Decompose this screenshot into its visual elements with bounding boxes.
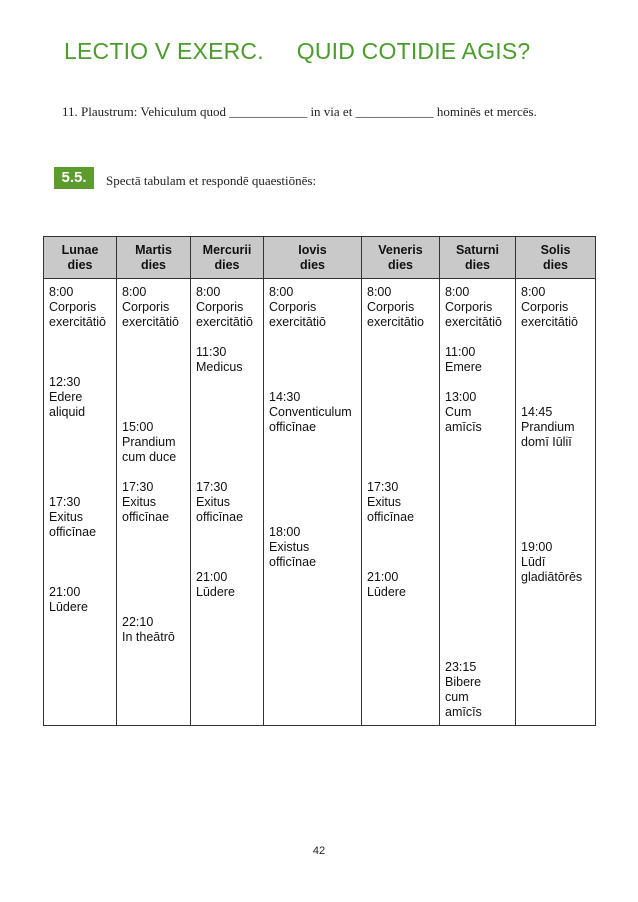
page-title: LECTIO V EXERC. QUID COTIDIE AGIS?	[64, 38, 531, 64]
day-header-iovis: Iovis dies	[264, 237, 362, 279]
schedule-event: 8:00 Corporis exercitātiō	[521, 285, 578, 329]
schedule-body-row	[44, 279, 596, 726]
schedule-event: 8:00 Corporis exercitātiō	[445, 285, 502, 329]
schedule-event: 17:30 Exitus officīnae	[367, 480, 415, 524]
day-column-iovis	[264, 279, 362, 726]
day-header-martis: Martis dies	[117, 237, 191, 279]
schedule-event: 17:30 Exitus officīnae	[122, 480, 170, 524]
schedule-event: 8:00 Corporis exercitātio	[367, 285, 424, 329]
schedule-event: 21:00 Lūdere	[196, 570, 235, 599]
day-column-lunae	[44, 279, 117, 726]
page-number: 42	[312, 845, 326, 857]
schedule-event: 8:00 Corporis exercitātiō	[49, 285, 106, 329]
day-header-saturni: Saturni dies	[440, 237, 516, 279]
schedule-event: 22:10 In theātrō	[122, 615, 175, 644]
schedule-event: 17:30 Exitus officīnae	[49, 495, 97, 539]
schedule-event: 11:00 Emere	[445, 345, 482, 374]
day-header-solis: Solis dies	[516, 237, 596, 279]
exercise-badge: 5.5.	[54, 167, 94, 189]
schedule-header-row	[44, 237, 596, 279]
day-column-martis	[117, 279, 191, 726]
exercise-instruction: Spectā tabulam et respondē quaestiōnēs:	[106, 173, 317, 188]
schedule-event: 8:00 Corporis exercitātiō	[269, 285, 326, 329]
day-column-solis	[516, 279, 596, 726]
schedule-event: 18:00 Existus officīnae	[269, 525, 317, 569]
schedule-event: 11:30 Medicus	[196, 345, 243, 374]
question-11: 11. Plaustrum: Vehiculum quod ____________ in via et ____________ hominēs et mercēs.	[62, 104, 537, 119]
schedule-event: 8:00 Corporis exercitātiō	[196, 285, 253, 329]
schedule-event: 14:45 Prandium domī Iūliī	[521, 405, 575, 449]
schedule-event: 23:15 Bibere cum amīcīs	[445, 660, 482, 719]
day-column-saturni	[440, 279, 516, 726]
schedule-event: 8:00 Corporis exercitātiō	[122, 285, 179, 329]
schedule-event: 14:30 Conventiculum officīnae	[269, 390, 352, 434]
day-header-lunae: Lunae dies	[44, 237, 117, 279]
day-header-mercurii: Mercurii dies	[191, 237, 264, 279]
schedule-event: 15:00 Prandium cum duce	[122, 420, 177, 464]
weekly-schedule-table	[43, 236, 596, 726]
schedule-event: 19:00 Lūdī gladiātōrēs	[521, 540, 583, 584]
schedule-event: 12:30 Edere aliquid	[49, 375, 86, 419]
day-header-veneris: Veneris dies	[362, 237, 440, 279]
day-column-mercurii	[191, 279, 264, 726]
day-column-veneris	[362, 279, 440, 726]
schedule-event: 21:00 Lūdere	[367, 570, 406, 599]
schedule-event: 13:00 Cum amīcīs	[445, 390, 482, 434]
schedule-event: 21:00 Lūdere	[49, 585, 88, 614]
schedule-event: 17:30 Exitus officīnae	[196, 480, 244, 524]
